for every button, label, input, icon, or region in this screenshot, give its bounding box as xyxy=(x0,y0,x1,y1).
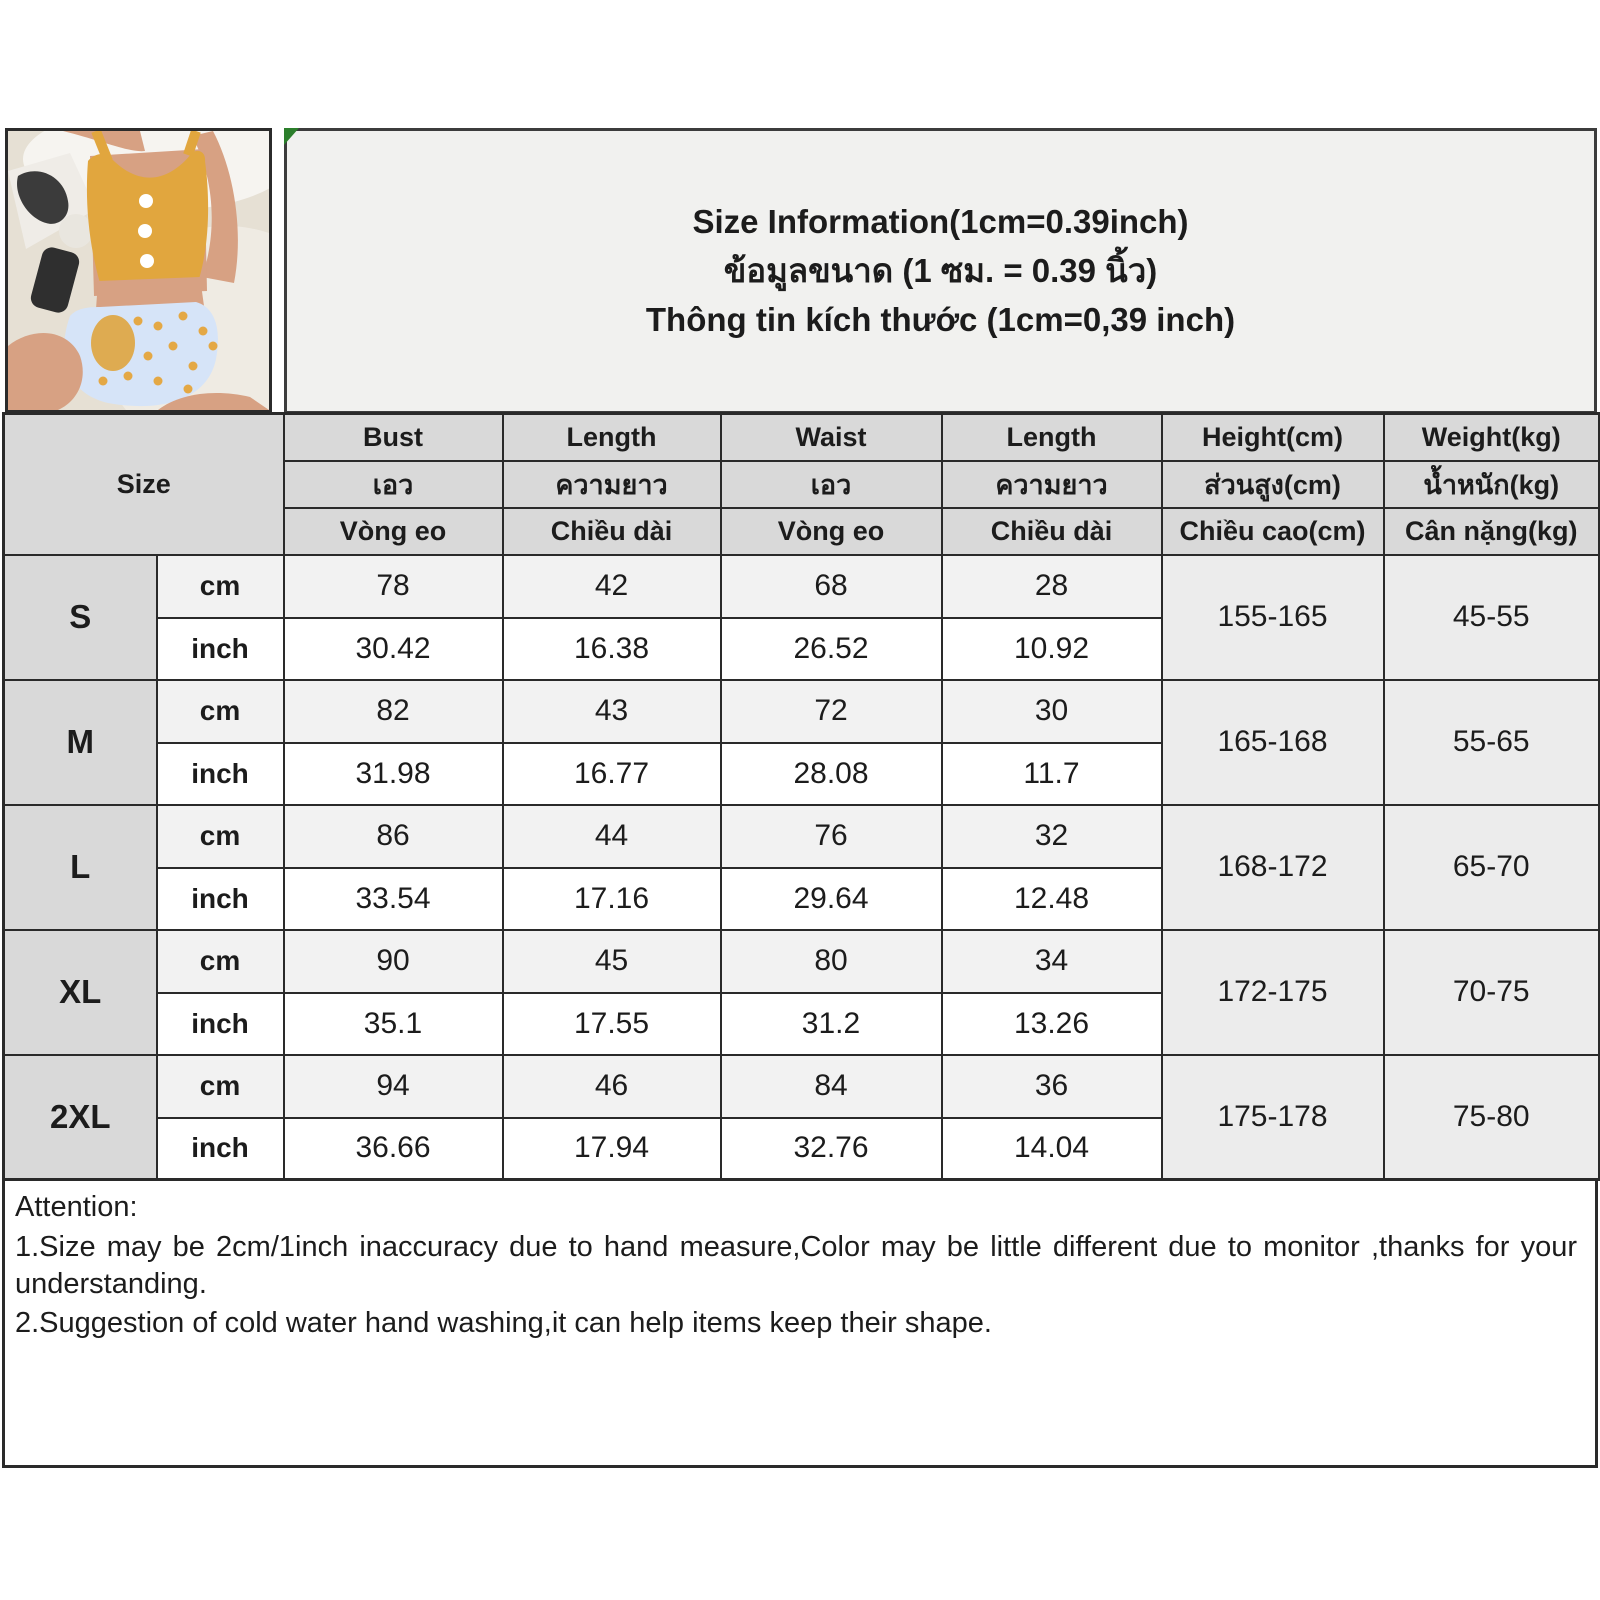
table-row xyxy=(4,680,1600,743)
height-cell: 175-178 xyxy=(1162,1055,1384,1180)
value-cell: 28.08 xyxy=(721,743,942,805)
weight-cell: 75-80 xyxy=(1384,1055,1600,1180)
value-cell: 26.52 xyxy=(721,618,942,680)
value-cell: 31.2 xyxy=(721,993,942,1055)
value-cell: 44 xyxy=(503,805,721,868)
col-header-waist-en: Waist xyxy=(721,414,942,461)
value-cell: 86 xyxy=(284,805,503,868)
col-header-weight-en: Weight(kg) xyxy=(1384,414,1600,461)
col-header-length-th: ความยาว xyxy=(503,461,721,508)
size-header-cell: Size xyxy=(4,414,284,555)
attention-heading: Attention: xyxy=(15,1191,138,1223)
value-cell: 10.92 xyxy=(942,618,1162,680)
col-header-height-vi: Chiều cao(cm) xyxy=(1162,508,1384,555)
height-cell: 165-168 xyxy=(1162,680,1384,805)
product-photo xyxy=(5,128,272,413)
title-vietnamese: Thông tin kích thước (1cm=0,39 inch) xyxy=(645,301,1236,339)
height-cell: 168-172 xyxy=(1162,805,1384,930)
unit-label-inch: inch xyxy=(157,743,284,805)
value-cell: 16.77 xyxy=(503,743,721,805)
unit-label-inch: inch xyxy=(157,868,284,930)
unit-label-inch: inch xyxy=(157,1118,284,1180)
col-header-weight-th: น้ำหนัก(kg) xyxy=(1384,461,1600,508)
table-row xyxy=(4,1055,1600,1118)
table-row xyxy=(4,805,1600,868)
value-cell: 94 xyxy=(284,1055,503,1118)
col-header-bust-en: Bust xyxy=(284,414,503,461)
height-cell: 172-175 xyxy=(1162,930,1384,1055)
value-cell: 16.38 xyxy=(503,618,721,680)
value-cell: 36 xyxy=(942,1055,1162,1118)
value-cell: 30 xyxy=(942,680,1162,743)
header-row-english xyxy=(4,414,1600,461)
title-thai: ข้อมูลขนาด (1 ซม. = 0.39 นิ้ว) xyxy=(723,251,1158,289)
value-cell: 17.55 xyxy=(503,993,721,1055)
col-header-waist-th: เอว xyxy=(721,461,942,508)
value-cell: 32.76 xyxy=(721,1118,942,1180)
value-cell: 45 xyxy=(503,930,721,993)
value-cell: 36.66 xyxy=(284,1118,503,1180)
weight-cell: 65-70 xyxy=(1384,805,1600,930)
height-cell: 155-165 xyxy=(1162,555,1384,680)
col-header-waist-vi: Vòng eo xyxy=(721,508,942,555)
value-cell: 35.1 xyxy=(284,993,503,1055)
weight-cell: 70-75 xyxy=(1384,930,1600,1055)
attention-note-1: 1.Size may be 2cm/1inch inaccuracy due to hand measure,Color may be little different due to monitor ,thanks for your understanding. xyxy=(15,1230,1577,1300)
size-label-2xl: 2XL xyxy=(4,1055,157,1180)
unit-label-cm: cm xyxy=(157,555,284,618)
value-cell: 14.04 xyxy=(942,1118,1162,1180)
pajama-set-photo-illustration xyxy=(8,131,269,410)
col-header-length2-vi: Chiều dài xyxy=(942,508,1162,555)
weight-cell: 55-65 xyxy=(1384,680,1600,805)
col-header-bust-vi: Vòng eo xyxy=(284,508,503,555)
value-cell: 46 xyxy=(503,1055,721,1118)
value-cell: 72 xyxy=(721,680,942,743)
size-label-m: M xyxy=(4,680,157,805)
table-row xyxy=(4,555,1600,618)
size-chart-table xyxy=(2,412,1600,1181)
value-cell: 68 xyxy=(721,555,942,618)
value-cell: 12.48 xyxy=(942,868,1162,930)
title-english: Size Information(1cm=0.39inch) xyxy=(692,202,1189,240)
unit-label-cm: cm xyxy=(157,930,284,993)
value-cell: 17.16 xyxy=(503,868,721,930)
value-cell: 42 xyxy=(503,555,721,618)
col-header-height-th: ส่วนสูง(cm) xyxy=(1162,461,1384,508)
unit-label-cm: cm xyxy=(157,680,284,743)
size-information-header xyxy=(284,128,1597,414)
value-cell: 33.54 xyxy=(284,868,503,930)
value-cell: 82 xyxy=(284,680,503,743)
unit-label-inch: inch xyxy=(157,993,284,1055)
value-cell: 13.26 xyxy=(942,993,1162,1055)
size-chart-section xyxy=(2,412,1598,1468)
value-cell: 84 xyxy=(721,1055,942,1118)
size-label-s: S xyxy=(4,555,157,680)
col-header-length-vi: Chiều dài xyxy=(503,508,721,555)
unit-label-cm: cm xyxy=(157,1055,284,1118)
value-cell: 43 xyxy=(503,680,721,743)
size-label-l: L xyxy=(4,805,157,930)
value-cell: 78 xyxy=(284,555,503,618)
col-header-bust-th: เอว xyxy=(284,461,503,508)
size-label-xl: XL xyxy=(4,930,157,1055)
value-cell: 76 xyxy=(721,805,942,868)
value-cell: 29.64 xyxy=(721,868,942,930)
col-header-weight-vi: Cân nặng(kg) xyxy=(1384,508,1600,555)
unit-label-cm: cm xyxy=(157,805,284,868)
value-cell: 28 xyxy=(942,555,1162,618)
weight-cell: 45-55 xyxy=(1384,555,1600,680)
col-header-length2-th: ความยาว xyxy=(942,461,1162,508)
value-cell: 30.42 xyxy=(284,618,503,680)
value-cell: 34 xyxy=(942,930,1162,993)
col-header-height-en: Height(cm) xyxy=(1162,414,1384,461)
value-cell: 32 xyxy=(942,805,1162,868)
col-header-length2-en: Length xyxy=(942,414,1162,461)
value-cell: 90 xyxy=(284,930,503,993)
green-corner-marker-icon xyxy=(284,128,299,145)
unit-label-inch: inch xyxy=(157,618,284,680)
value-cell: 31.98 xyxy=(284,743,503,805)
attention-note-2: 2.Suggestion of cold water hand washing,it can help items keep their shape. xyxy=(15,1307,992,1340)
attention-notes xyxy=(2,1181,1598,1468)
value-cell: 11.7 xyxy=(942,743,1162,805)
value-cell: 17.94 xyxy=(503,1118,721,1180)
table-row xyxy=(4,930,1600,993)
value-cell: 80 xyxy=(721,930,942,993)
col-header-length-en: Length xyxy=(503,414,721,461)
